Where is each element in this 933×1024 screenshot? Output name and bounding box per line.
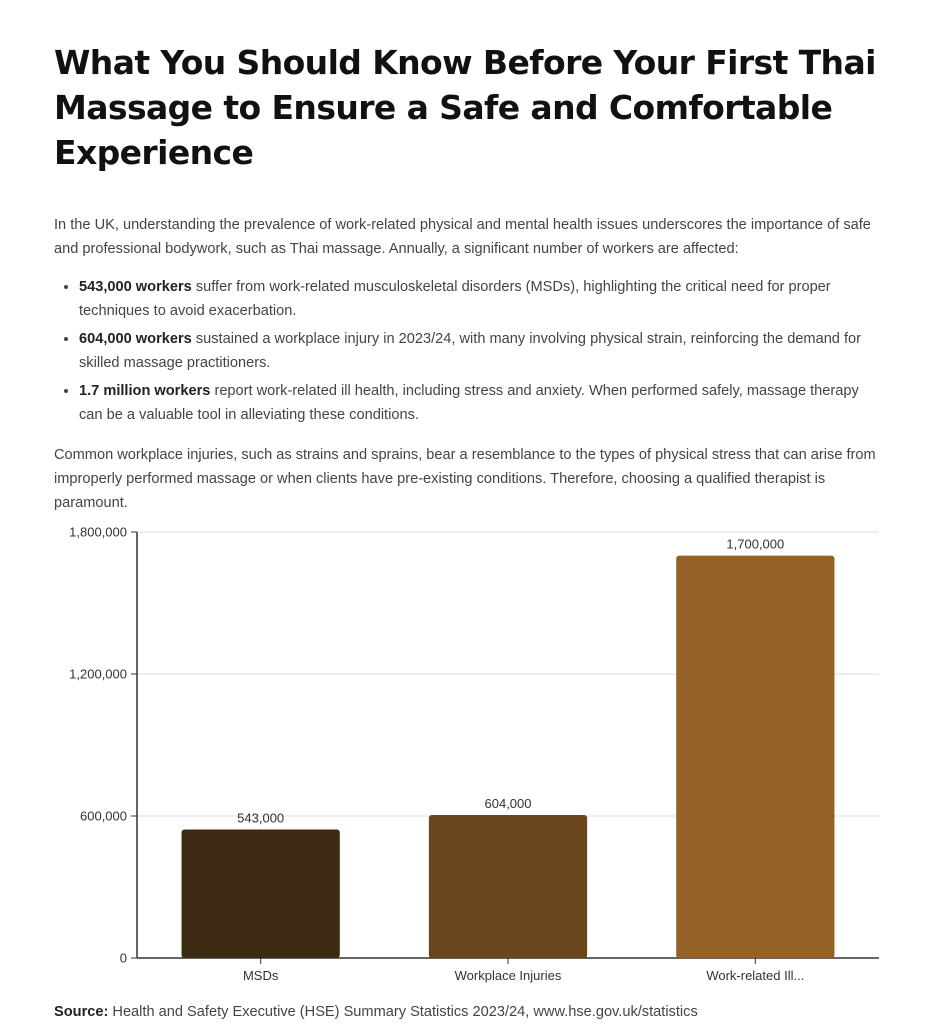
bar-chart: [0, 518, 933, 993]
y-tick-label: 0: [119, 950, 127, 966]
stat-text: suffer from work-related musculoskeletal disorders (MSDs), highlighting the critical need for proper techniques to avoid exacerbation.: [79, 279, 831, 319]
data-label: 604,000: [484, 796, 532, 812]
data-label: 543,000: [237, 810, 285, 826]
stat-bold: 1.7 million workers: [79, 383, 211, 399]
stat-bold: 543,000 workers: [79, 279, 192, 295]
x-tick-label: Workplace Injuries: [454, 968, 562, 983]
source-label: Source:: [54, 1004, 109, 1020]
bar: [429, 815, 587, 958]
bar: [676, 556, 834, 958]
stat-text: report work-related ill health, including stress and anxiety. When performed safely, massage therapy can be a valuable tool in alleviating these conditions.: [79, 383, 859, 423]
stat-bold: 604,000 workers: [79, 331, 192, 347]
bar: [182, 829, 340, 958]
source-note: [54, 1002, 698, 1022]
outro-paragraph: Common workplace injuries, such as strains and sprains, bear a resemblance to the types of physical stress that can arise from improperly performed massage or when clients have pre-existing conditions. Therefore, choosing a qualified therapist is paramount.: [54, 447, 876, 511]
data-label: 1,700,000: [726, 536, 785, 552]
list-item: [79, 379, 884, 427]
y-tick-label: 1,800,000: [69, 524, 127, 540]
x-tick-label: MSDs: [242, 968, 279, 983]
x-tick-label: Work-related Ill...: [706, 968, 805, 983]
stat-text: sustained a workplace injury in 2023/24, with many involving physical strain, reinforcing the demand for skilled massage practitioners.: [79, 331, 862, 371]
y-tick-label: 1,200,000: [69, 666, 127, 682]
source-text: Health and Safety Executive (HSE) Summary Statistics 2023/24, www.hse.gov.uk/statistics: [108, 1004, 698, 1020]
intro-paragraph: In the UK, understanding the prevalence of work-related physical and mental health issues underscores the importance of safe and professional bodywork, such as Thai massage. Annually, a significant number of workers are affected:: [54, 217, 871, 257]
stats-list: [54, 275, 884, 427]
article: [54, 40, 884, 515]
list-item: [79, 275, 884, 323]
chart-svg: [0, 518, 933, 993]
y-tick-label: 600,000: [80, 808, 127, 824]
page-title: What You Should Know Before Your First Thai Massage to Ensure a Safe and Comfortable Experience: [54, 43, 876, 172]
list-item: [79, 327, 884, 375]
